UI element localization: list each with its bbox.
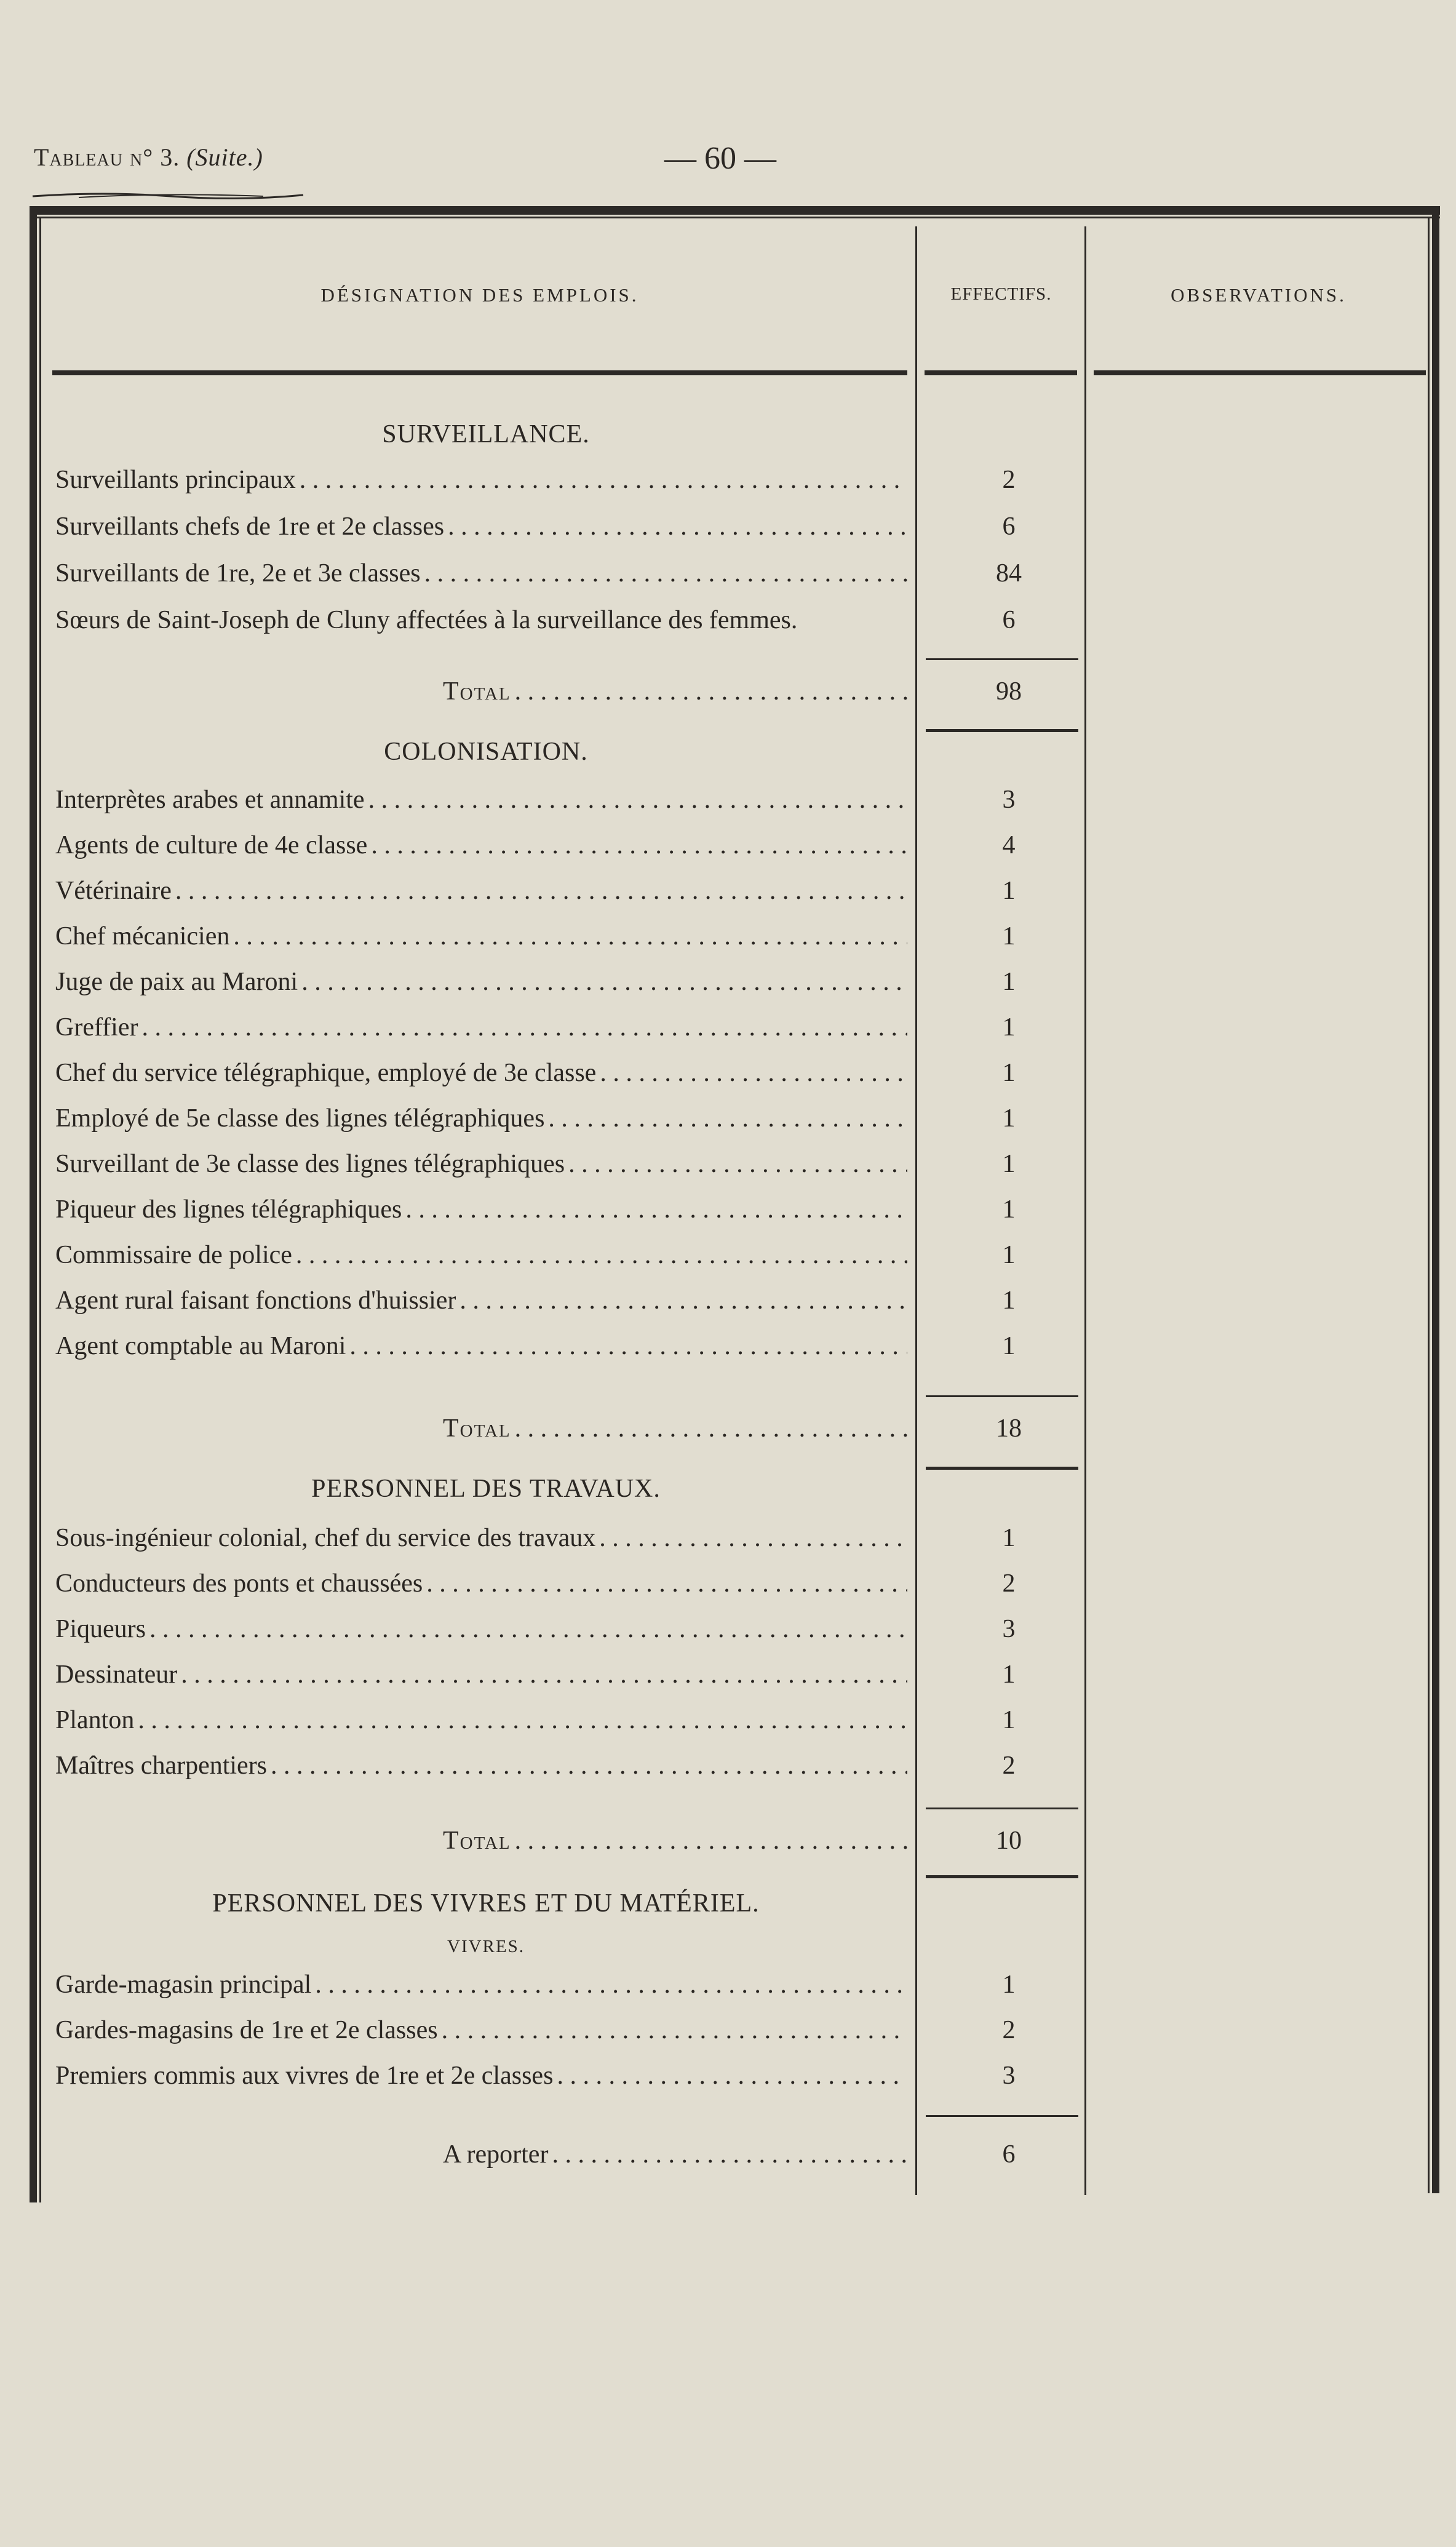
row-label: Chef du service télégraphique, employé de 3e classe: [55, 1059, 597, 1087]
section-title-colonisation: COLONISATION.: [384, 738, 588, 766]
table-row: [55, 1240, 907, 1274]
row-value: 1: [1002, 1524, 1016, 1552]
row-value: 3: [1002, 786, 1016, 814]
row-value: 1: [1002, 968, 1016, 996]
reporter-value: 6: [1002, 2140, 1016, 2169]
row-label: Piqueur des lignes télégraphiques: [55, 1195, 402, 1224]
row-label: Dessinateur: [55, 1660, 178, 1689]
header-rule-effectifs: [925, 370, 1077, 375]
table-row: [55, 2061, 907, 2094]
row-label: Interprètes arabes et annamite: [55, 786, 365, 814]
table-right-inner-border: [1428, 218, 1430, 2193]
row-value: 1: [1002, 1241, 1016, 1269]
reporter-row: [55, 2140, 907, 2173]
total-label: Total: [443, 1827, 511, 1855]
row-label: Surveillant de 3e classe des lignes télégraphiques: [55, 1150, 565, 1178]
row-label: Agents de culture de 4e classe: [55, 831, 368, 859]
total-double-rule: [926, 729, 1078, 732]
row-label: Surveillants principaux: [55, 466, 296, 494]
total-double-rule: [926, 1467, 1078, 1470]
total-rule: [926, 1808, 1078, 1809]
table-row: [55, 1195, 907, 1228]
total-value: 18: [996, 1414, 1022, 1443]
table-row: [55, 1705, 907, 1739]
row-label: Surveillants de 1re, 2e et 3e classes: [55, 559, 421, 588]
row-value: 1: [1002, 1286, 1016, 1315]
section-title-travaux: PERSONNEL DES TRAVAUX.: [311, 1475, 661, 1503]
table-top-inner-border: [30, 217, 1440, 218]
table-left-inner-border: [39, 218, 41, 2202]
row-value: 1: [1002, 1332, 1016, 1360]
table-right-border: [1432, 206, 1439, 2193]
row-value: 1: [1002, 1706, 1016, 1734]
row-label: Greffier: [55, 1013, 138, 1042]
table-left-border: [30, 206, 37, 2202]
tableau-label: Tableau n° 3.: [34, 143, 180, 171]
total-row: [55, 1414, 907, 1447]
header-rule-observations: [1094, 370, 1426, 375]
total-row: [55, 677, 907, 710]
total-label: Total: [443, 1414, 511, 1443]
row-label: Conducteurs des ponts et chaussées: [55, 1569, 423, 1598]
table-row: [55, 1751, 907, 1784]
table-row: [55, 1013, 907, 1046]
page-number: — 60 —: [664, 141, 776, 176]
row-label: Commissaire de police: [55, 1241, 292, 1269]
row-value: 1: [1002, 1104, 1016, 1133]
row-label: Maîtres charpentiers: [55, 1752, 268, 1780]
row-value: 2: [1002, 2016, 1016, 2044]
row-value: 1: [1002, 1660, 1016, 1689]
row-label: Sous-ingénieur colonial, chef du service des travaux: [55, 1524, 596, 1552]
table-row: [55, 967, 907, 1000]
table-row: [55, 1614, 907, 1648]
table-row: [55, 876, 907, 909]
row-label: Agent rural faisant fonctions d'huissier: [55, 1286, 456, 1315]
table-reference: [34, 143, 263, 172]
row-value: 1: [1002, 1059, 1016, 1087]
table-row: [55, 559, 907, 592]
total-value: 10: [996, 1827, 1022, 1855]
header-swash-ornament: [30, 189, 306, 204]
row-value: 1: [1002, 1971, 1016, 1999]
row-label: Premiers commis aux vivres de 1re et 2e classes: [55, 2062, 554, 2090]
table-row: [55, 465, 907, 498]
section-title-surveillance: SURVEILLANCE.: [382, 420, 590, 448]
section-title-vivres-materiel: PERSONNEL DES VIVRES ET DU MATÉRIEL.: [212, 1889, 760, 1918]
table-top-border: [30, 206, 1440, 215]
table-row: [55, 1286, 907, 1319]
table-row: [55, 605, 907, 639]
row-value: 1: [1002, 1150, 1016, 1178]
row-value: 2: [1002, 466, 1016, 494]
row-label: Chef mécanicien: [55, 922, 230, 951]
table-row: [55, 1523, 907, 1556]
column-header-designation: DÉSIGNATION DES EMPLOIS.: [320, 284, 639, 306]
row-label: Agent comptable au Maroni: [55, 1332, 346, 1360]
row-label: Juge de paix au Maroni: [55, 968, 298, 996]
subsection-title-vivres: VIVRES.: [447, 1937, 525, 1956]
row-label: Garde-magasin principal: [55, 1971, 312, 1999]
row-value: 1: [1002, 877, 1016, 905]
row-value: 3: [1002, 1615, 1016, 1643]
table-row: [55, 1660, 907, 1693]
row-value: 4: [1002, 831, 1016, 859]
table-row: [55, 1331, 907, 1365]
row-label: Planton: [55, 1706, 135, 1734]
reporter-label: A reporter: [443, 2140, 549, 2169]
table-row: [55, 1149, 907, 1182]
row-value: 84: [996, 559, 1022, 588]
total-value: 98: [996, 677, 1022, 706]
total-rule: [926, 1395, 1078, 1397]
row-value: 1: [1002, 1013, 1016, 1042]
suite-label: (Suite.): [186, 143, 263, 171]
row-value: 6: [1002, 512, 1016, 541]
row-value: 2: [1002, 1569, 1016, 1598]
row-value: 1: [1002, 1195, 1016, 1224]
table-row: [55, 831, 907, 864]
row-label: Gardes-magasins de 1re et 2e classes: [55, 2016, 438, 2044]
header-rule-designation: [52, 370, 907, 375]
row-value: 1: [1002, 922, 1016, 951]
table-row: [55, 1104, 907, 1137]
table-row: [55, 922, 907, 955]
column-header-effectifs: EFFECTIFS.: [950, 284, 1052, 304]
table-row: [55, 2015, 907, 2049]
row-label: Vétérinaire: [55, 877, 172, 905]
total-rule: [926, 658, 1078, 660]
row-label: Piqueurs: [55, 1615, 146, 1643]
table-row: [55, 1569, 907, 1602]
table-row: [55, 785, 907, 818]
table-row: [55, 1970, 907, 2003]
row-label: Surveillants chefs de 1re et 2e classes: [55, 512, 445, 541]
row-value: 3: [1002, 2062, 1016, 2090]
row-value: 2: [1002, 1752, 1016, 1780]
total-row: [55, 1826, 907, 1859]
total-double-rule: [926, 1875, 1078, 1878]
column-header-observations: OBSERVATIONS.: [1171, 284, 1347, 306]
reporter-rule: [926, 2115, 1078, 2117]
total-label: Total: [443, 677, 511, 706]
row-label: Sœurs de Saint-Joseph de Cluny affectées à la surveillance des femmes.: [55, 606, 798, 634]
row-label: Employé de 5e classe des lignes télégraphiques: [55, 1104, 545, 1133]
table-row: [55, 512, 907, 545]
table-row: [55, 1058, 907, 1091]
row-value: 6: [1002, 606, 1016, 634]
